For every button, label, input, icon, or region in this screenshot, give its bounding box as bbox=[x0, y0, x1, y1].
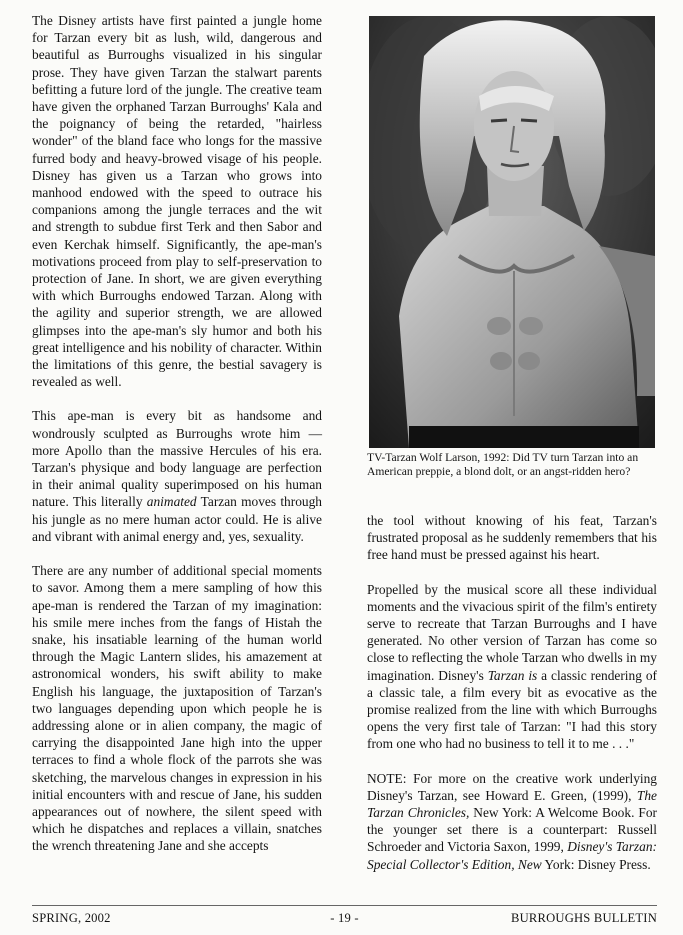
note-text: New York: A Welcome Book. For the younger set there is a counterpart: Russell Schroeder and Victoria Saxon, 1999, bbox=[367, 805, 657, 855]
right-column bbox=[367, 512, 657, 890]
paragraph bbox=[367, 581, 657, 753]
publication-name: BURROUGHS BULLETIN bbox=[511, 911, 657, 925]
italic-title: The Tarzan Chronicles, bbox=[367, 787, 657, 821]
paragraph-text: a classic rendering of a classic tale, a film every bit as evocative as the promise realized from the line with which Burroughs opens the very first tale of Tarzan: "I had this story from one who had no business to tell it to me . . ." bbox=[367, 667, 657, 752]
paragraph: There are any number of additional special moments to savor. Among them a mere sampling of how this ape-man is rendered the Tarzan of my imagination: his smile mere inches from the fangs of Histah the snake, his insatiable learning of the human world through the Magic Lantern slides, his amazement at astronomical wonders, his swift ability to make English his language, the juxtaposition of Tarzan's two languages depending upon which people he is addressing alone or in alien company, the magic of carrying the disappointed Jane high into the upper terraces to find a whole flock of the parrots she was sketching, the marvelous changes in expression in his initial encounters with and rescue of Jane, his sudden appearances out of nowhere, the silent speed with which he dispatches and replaces a villain, snatches the wrench threatening Jane and she accepts bbox=[32, 563, 322, 854]
page-number: - 19 - bbox=[330, 911, 359, 925]
paragraph bbox=[32, 407, 322, 545]
page-footer bbox=[32, 908, 657, 928]
italic-text: Tarzan is bbox=[487, 667, 538, 683]
note-text: NOTE: For more on the creative work underlying Disney's Tarzan, see Howard E. Green, (1999), bbox=[367, 770, 657, 803]
paragraph-text: This ape-man is every bit as handsome and wondrously sculpted as Burroughs wrote him — more Apollo than the massive Hercules of his era. Tarzan's physique and body language are perfection in their animal quality superimposed on his human nature. This literally bbox=[32, 408, 322, 510]
photo-image bbox=[369, 16, 655, 448]
note-text: York: Disney Press. bbox=[541, 856, 651, 872]
photo-caption: TV-Tarzan Wolf Larson, 1992: Did TV turn Tarzan into an American preppie, a blond dolt, or an angst-ridden hero? bbox=[367, 451, 639, 479]
paragraph-text: Propelled by the musical score all these individual moments and the vivacious spirit of the film's entirety serve to recreate that Tarzan Burroughs and I have generated. No other version of Tarzan has come so close to reflecting the whole Tarzan who dwells in my imagination. Disney's bbox=[367, 581, 657, 683]
left-column bbox=[32, 12, 322, 872]
italic-title: Disney's Tarzan: Special Collector's Edition, New bbox=[367, 839, 657, 872]
note-paragraph bbox=[367, 770, 657, 873]
italic-text: animated bbox=[146, 494, 197, 510]
footer-rule bbox=[32, 905, 657, 906]
paragraph: The Disney artists have first painted a jungle home for Tarzan every bit as lush, wild, dangerous and beautiful as Burroughs visualized in his singular prose. They have given Tarzan the stalwart parents befitting a future lord of the jungle. The creative team have given the orphaned Tarzan Burroughs' Kala and the poignancy of being the retarded, "hairless wonder" of the bland face who longs for the massive furred body and heavy-browed visage of his people. Disney has given us a Tarzan who grows into manhood endowed with the speed to outrace his companions among the jungle terraces and the wit and strength to subdue first Terk and then Sabor and even Kerchak himself. Significantly, the ape-man's motivations proceed from play to self-preservation to protection of Jane. In short, we are given everything with which Burroughs endowed Tarzan. Along with the agility and superior strength, we are allowed glimpses into the ape-man's sly humor and both his great intelligence and his nobility of character. Within the limitations of this genre, the bestial savagery is revealed as well. bbox=[32, 13, 322, 390]
portrait-photo bbox=[369, 16, 655, 448]
paragraph: the tool without knowing of his feat, Tarzan's frustrated proposal as he suddenly remembers that his free hand must be pressed against his heart. bbox=[367, 513, 657, 563]
paragraph-text: Tarzan moves through his jungle as no mere human actor could. He is alive and vibrant with animal energy and, yes, sexuality. bbox=[32, 494, 322, 544]
issue-date: SPRING, 2002 bbox=[32, 911, 111, 925]
